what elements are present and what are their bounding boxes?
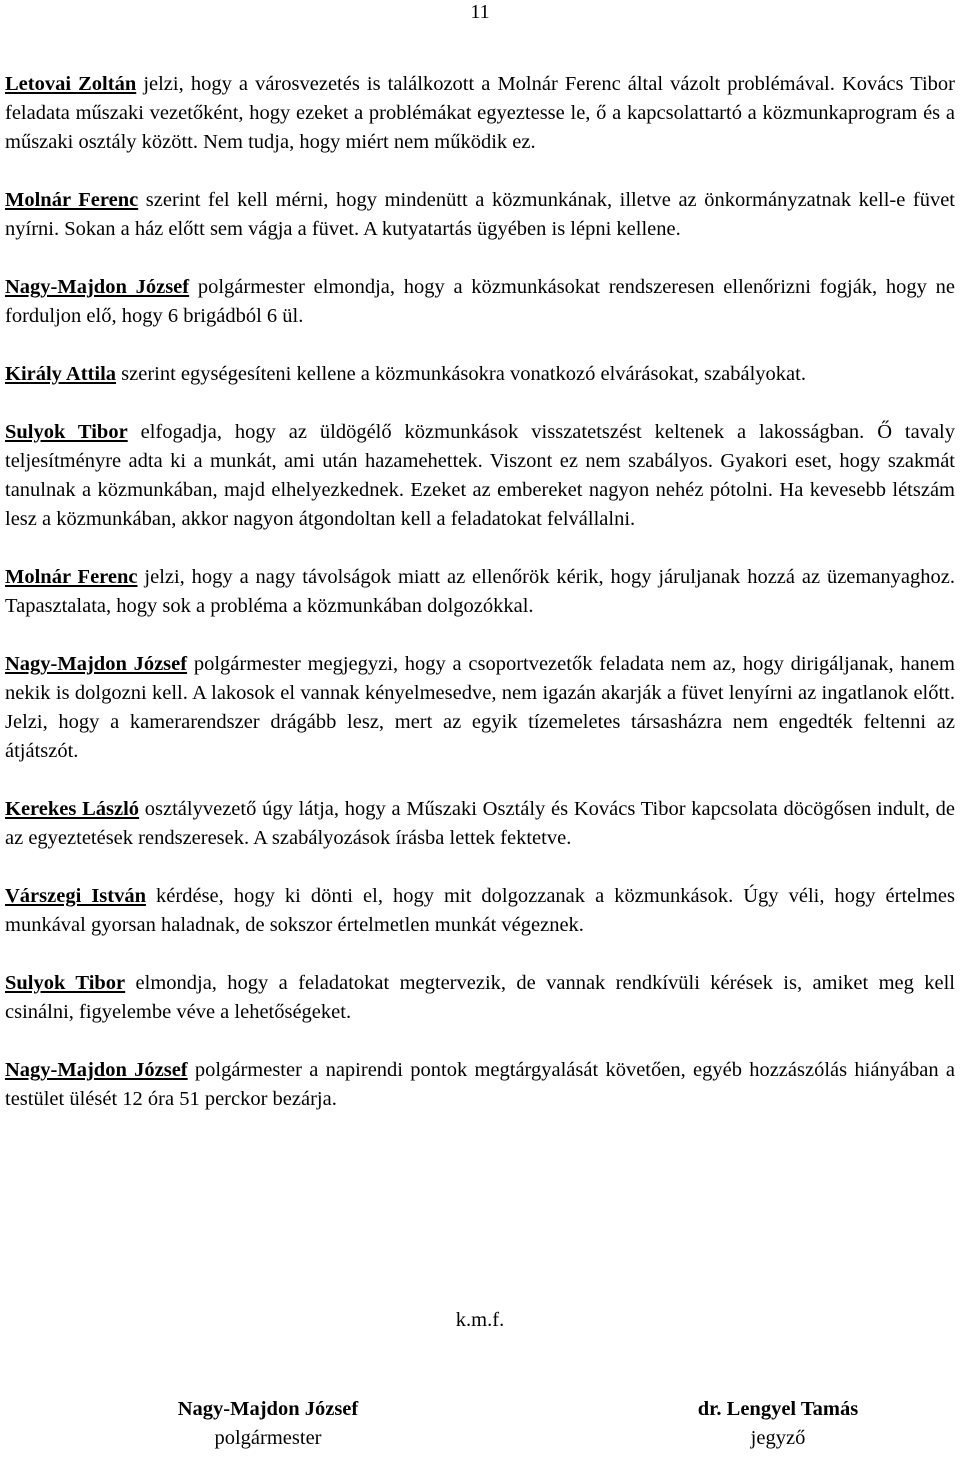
speaker-name: Letovai Zoltán <box>5 73 137 95</box>
paragraph <box>5 70 955 157</box>
paragraph-text: szerint fel kell mérni, hogy mindenütt a közmunkának, illetve az önkormányzatnak kell-e füvet nyírni. Sokan a ház előtt sem vágja a füvet. A kutyatartás ügyében is lépni kellene. <box>5 189 956 240</box>
signature-name: dr. Lengyel Tamás <box>697 1398 859 1420</box>
speaker-name: Nagy-Majdon József <box>5 276 190 298</box>
speaker-name: Nagy-Majdon József <box>5 653 188 675</box>
speaker-name: Várszegi István <box>5 885 147 907</box>
speaker-name: Sulyok Tibor <box>5 972 126 994</box>
paragraph-text: jelzi, hogy a városvezetés is találkozott a Molnár Ferenc által vázolt problémával. Kovács Tibor feladata műszaki vezetőként, hogy ezeket a problémákat egyeztesse le, ő a kapcsolattartó a közmunkaprogram és a műszaki osztály között. Nem tudja, hogy miért nem működik ez. <box>5 73 955 153</box>
paragraph-text: szerint egységesíteni kellene a közmunkásokra vonatkozó elvárásokat, szabályokat. <box>116 363 806 385</box>
speaker-name: Király Attila <box>5 363 117 385</box>
paragraph-text: osztályvezető úgy látja, hogy a Műszaki Osztály és Kovács Tibor kapcsolata döcögősen indult, de az egyeztetések rendszeresek. A szabályozások írásba lettek fektetve. <box>5 798 955 849</box>
paragraph <box>5 563 955 621</box>
speaker-name: Molnár Ferenc <box>5 566 138 588</box>
speaker-name: Sulyok Tibor <box>5 421 128 443</box>
paragraph <box>5 1056 955 1114</box>
signature-role: jegyző <box>750 1427 806 1449</box>
paragraph <box>5 795 955 853</box>
page-number: 11 <box>470 1 490 23</box>
paragraph-text: polgármester megjegyzi, hogy a csoportvezetők feladata nem az, hogy dirigáljanak, hanem nekik is dolgozni kell. A lakosok el vannak kényelmesedve, nem igazán akarják a füvet lenyírni az ingatlanok előtt. Jelzi, hogy a kamerarendszer drágább lesz, mert az egyik tízemeletes társasházra nem engedték feltenni az átjátszót. <box>5 653 955 762</box>
paragraph-text: polgármester elmondja, hogy a közmunkásokat rendszeresen ellenőrizni fogják, hogy ne forduljon elő, hogy 6 brigádból 6 ül. <box>5 276 955 327</box>
paragraph <box>5 882 955 940</box>
paragraph <box>5 360 955 389</box>
paragraph <box>5 273 955 331</box>
closing-kmf: k.m.f. <box>455 1309 505 1331</box>
paragraph-text: jelzi, hogy a nagy távolságok miatt az ellenőrök kérik, hogy járuljanak hozzá az üzemanyaghoz. Tapasztalata, hogy sok a probléma a közmunkában dolgozókkal. <box>5 566 956 617</box>
minutes-body <box>5 70 955 1143</box>
paragraph <box>5 969 955 1027</box>
paragraph <box>5 650 955 766</box>
paragraph <box>5 186 955 244</box>
signature-role: polgármester <box>214 1427 322 1449</box>
paragraph-text: elfogadja, hogy az üldögélő közmunkások visszatetszést keltenek a lakosságban. Ő tavaly teljesítményre adta ki a munkát, ami után hazamehettek. Viszont ez nem szabályos. Gyakori eset, hogy szakmát tanulnak a közmunkában, majd elhelyezkednek. Ezeket az embereket nagyon nehéz pótolni. Ha kevesebb létszám lesz a közmunkában, akkor nagyon átgondoltan kell a feladatokat felvállalni. <box>5 421 956 530</box>
speaker-name: Nagy-Majdon József <box>5 1059 188 1081</box>
paragraph-text: polgármester a napirendi pontok megtárgyalását követően, egyéb hozzászólás hiányában a testület ülését 12 óra 51 perckor bezárja. <box>5 1059 955 1110</box>
signature-block-mayor <box>118 1395 418 1453</box>
paragraph-text: elmondja, hogy a feladatokat megtervezik, de vannak rendkívüli kérések is, amiket meg kell csinálni, figyelembe véve a lehetőségeket. <box>5 972 956 1023</box>
signature-name: Nagy-Majdon József <box>177 1398 359 1420</box>
speaker-name: Molnár Ferenc <box>5 189 139 211</box>
signature-block-notary <box>628 1395 928 1453</box>
paragraph-text: kérdése, hogy ki dönti el, hogy mit dolgozzanak a közmunkások. Úgy véli, hogy értelmes munkával gyorsan haladnak, de sokszor értelmetlen munkát végeznek. <box>5 885 955 936</box>
paragraph <box>5 418 955 534</box>
speaker-name: Kerekes László <box>5 798 140 820</box>
